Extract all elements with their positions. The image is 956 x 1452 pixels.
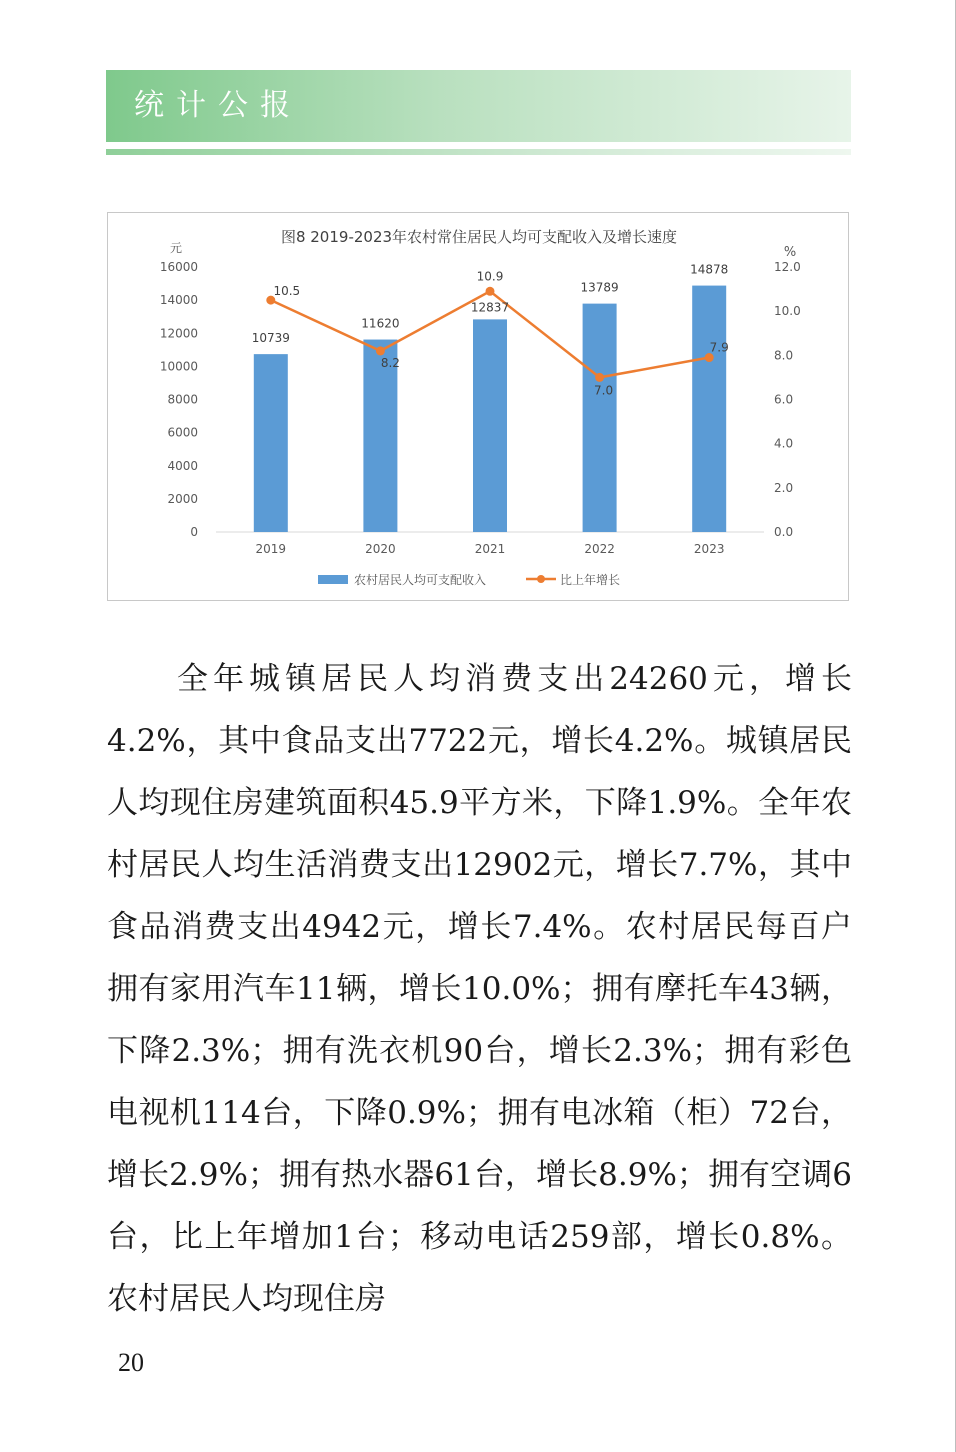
header-rule [106,149,851,155]
left-tick-label: 4000 [167,458,198,473]
x-tick-label: 2020 [365,542,396,556]
right-tick-label: 10.0 [774,304,801,319]
section-title: 统计公报 [134,88,302,123]
left-axis-unit: 元 [169,241,183,255]
bar-value-label: 10739 [251,331,290,346]
income-chart [108,213,850,602]
right-tick-label: 2.0 [774,480,794,495]
chart-container [107,212,849,601]
legend-bar-swatch [318,575,348,584]
growth-point [486,287,495,296]
left-tick-label: 8000 [167,392,198,407]
income-bar [583,304,617,532]
bar-value-label: 12837 [470,300,510,315]
right-tick-label: 0.0 [774,525,794,539]
left-tick-label: 6000 [167,425,198,440]
right-tick-label: 4.0 [774,436,794,451]
chart-title: 图8 2019-2023年农村常住居民人均可支配收入及增长速度 [280,228,678,246]
right-tick-label: 12.0 [774,260,801,274]
growth-value-label: 8.2 [380,355,400,370]
growth-value-label: 7.0 [594,383,614,398]
x-tick-label: 2019 [255,542,287,556]
growth-point [376,346,385,355]
income-bar [254,354,288,532]
right-tick-label: 8.0 [774,348,794,363]
right-tick-label: 6.0 [774,392,794,407]
left-tick-label: 0 [190,525,198,539]
x-tick-label: 2023 [693,542,725,556]
legend-line-label: 比上年增长 [560,573,621,587]
legend-line-marker [537,575,545,583]
left-tick-label: 12000 [159,326,198,341]
right-axis-unit: % [783,245,797,260]
bar-value-label: 11620 [361,316,400,331]
page-number: 20 [118,1348,144,1377]
x-tick-label: 2021 [474,542,506,556]
growth-point [595,373,604,382]
left-tick-label: 16000 [159,260,198,274]
income-bar [473,319,507,532]
growth-value-label: 10.9 [476,269,504,284]
body-paragraph: 全年城镇居民人均消费支出24260元，增长4.2%，其中食品支出7722元，增长4.2%。城镇居民人均现住房建筑面积45.9平方米，下降1.9%。全年农村居民人均生活消费支出12902元，增长7.7%，其中食品消费支出4942元，增长7.4%。农村居民每百户拥有家用汽车11辆，增长10.0%；拥有摩托车43辆，下降2.3%；拥有洗衣机90台，增长2.3%；拥有彩色电视机114台，下降0.9%；拥有电冰箱（柜）72台，增长2.9%；拥有热水器61台，增长8.9%；拥有空调6台，比上年增加1台；移动电话259部，增长0.8%。农村居民人均现住房 [107,661,852,1317]
income-bar [692,286,726,532]
bar-value-label: 14878 [690,262,729,277]
growth-value-label: 7.9 [709,340,729,355]
growth-value-label: 10.5 [273,284,301,299]
left-tick-label: 14000 [159,293,198,308]
x-tick-label: 2022 [584,542,615,556]
left-tick-label: 10000 [159,359,198,374]
legend-bar-label: 农村居民人均可支配收入 [354,573,487,587]
left-tick-label: 2000 [167,491,198,506]
bar-value-label: 13789 [580,280,619,295]
